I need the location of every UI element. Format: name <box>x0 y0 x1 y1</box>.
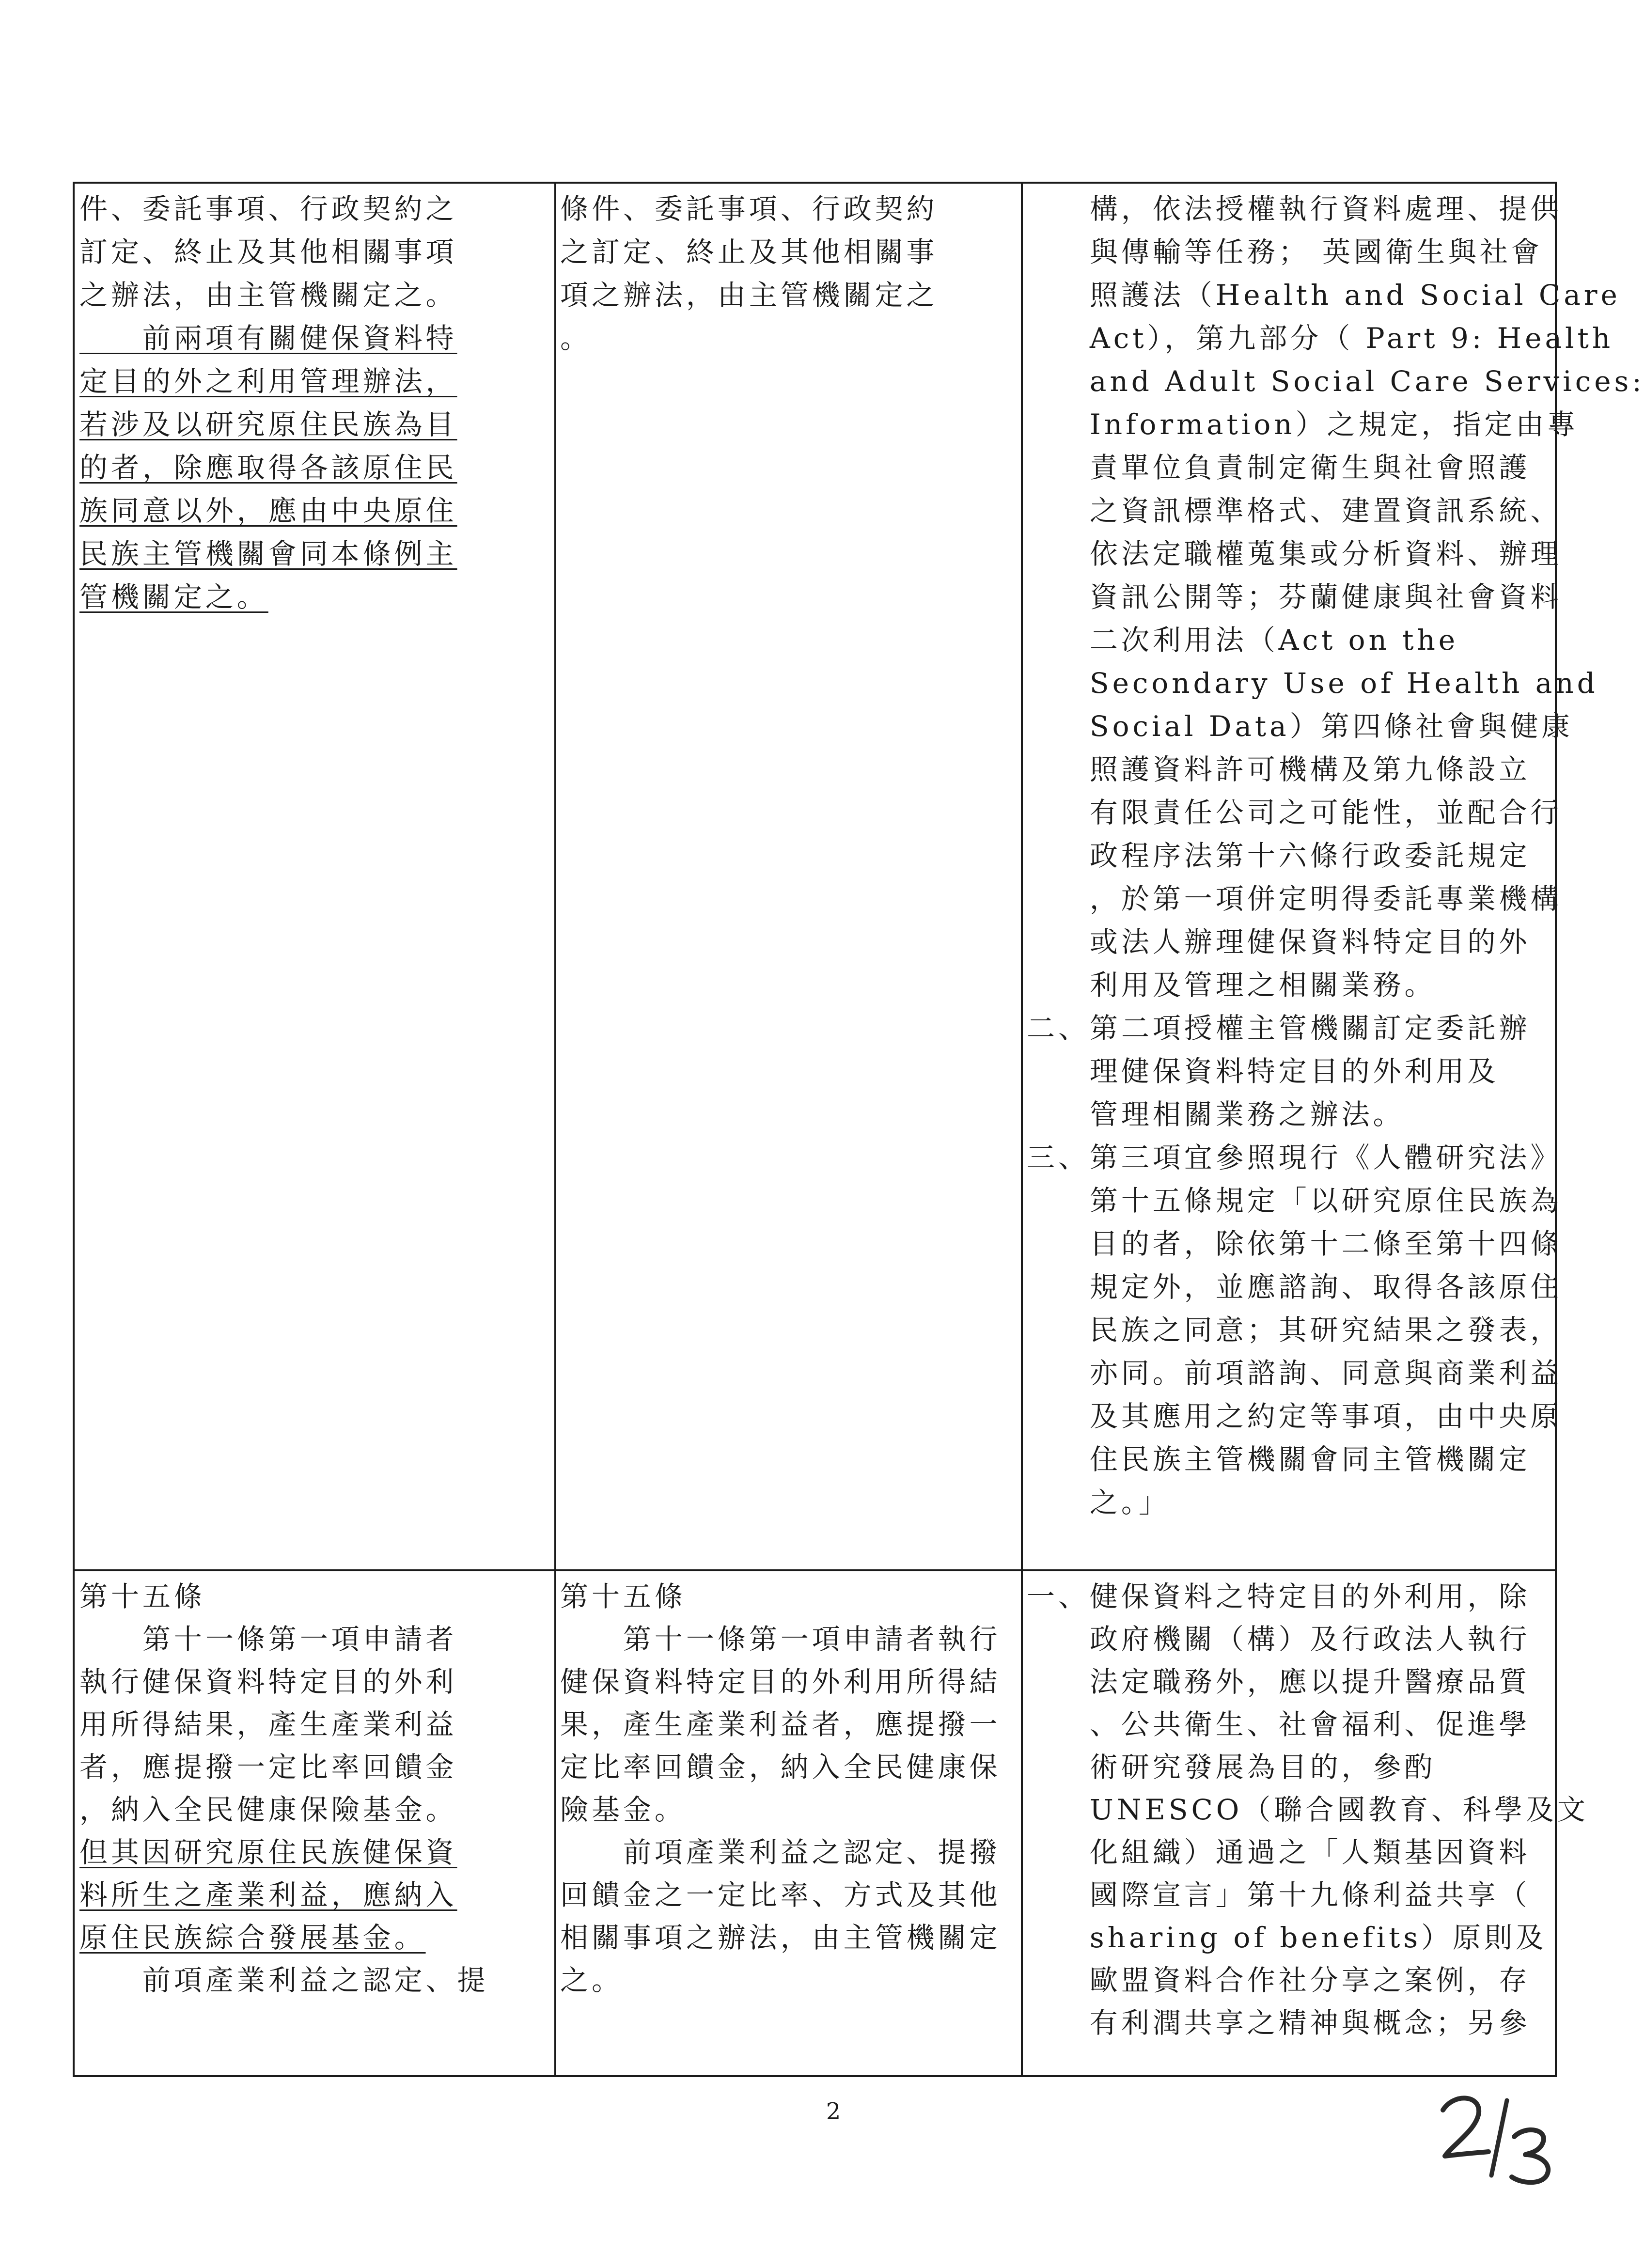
text-line: 之辦法，由主管機關定之。 <box>79 279 457 312</box>
row1-proposed-text-cell <box>79 188 550 1568</box>
text-line: 規定外，並應諮詢、取得各該原住 <box>1027 1270 1562 1303</box>
row1-explanation-cell <box>1027 188 1645 1568</box>
row-divider <box>75 1569 1555 1571</box>
text-line: 之。 <box>560 1964 623 1997</box>
text-line: 利用及管理之相關業務。 <box>1027 969 1436 1001</box>
text-line: 前項產業利益之認定、提 <box>79 1964 489 1997</box>
text-line: 用所得結果，產生產業利益 <box>79 1708 457 1741</box>
text-line: 有利潤共享之精神與概念；另參 <box>1027 2006 1531 2039</box>
text-line: 條件、委託事項、行政契約 <box>560 192 938 225</box>
row2-explanation-cell <box>1027 1575 1589 2076</box>
text-line: Act），第九部分（ Part 9: Health <box>1027 322 1614 355</box>
text-line: 與傳輸等任務； 英國衛生與社會 <box>1027 235 1543 268</box>
text-line: 政程序法第十六條行政委託規定 <box>1027 839 1531 872</box>
text-line: ，於第一項併定明得委託專業機構 <box>1027 882 1562 915</box>
text-line: 法定職務外，應以提升醫療品質 <box>1027 1665 1531 1698</box>
text-line: 健保資料特定目的外利用所得結 <box>560 1665 1001 1698</box>
text-line: 責單位負責制定衛生與社會照護 <box>1027 451 1531 484</box>
text-line: 國際宣言」第十九條利益共享（ <box>1027 1878 1531 1911</box>
text-line: 第十五條 <box>560 1580 686 1613</box>
text-line: 依法定職權蒐集或分析資料、辦理 <box>1027 537 1562 570</box>
column-divider-1 <box>554 184 556 2075</box>
text-line: 定目的外之利用管理辦法， <box>79 365 457 398</box>
text-line: 管機關定之。 <box>79 580 268 613</box>
text-line: 有限責任公司之可能性，並配合行 <box>1027 796 1562 829</box>
text-line: 、公共衛生、社會福利、促進學 <box>1027 1708 1531 1741</box>
text-line: 前兩項有關健保資料特 <box>79 322 457 355</box>
text-line: 險基金。 <box>560 1793 686 1826</box>
text-line: 照護資料許可機構及第九條設立 <box>1027 753 1531 786</box>
text-line: 第十五條 <box>79 1580 205 1613</box>
text-line: 政府機關（構）及行政法人執行 <box>1027 1623 1531 1656</box>
text-line: 一、健保資料之特定目的外利用，除 <box>1027 1580 1531 1613</box>
text-line: UNESCO（聯合國教育、科學及文 <box>1027 1793 1589 1826</box>
text-line: 但其因研究原住民族健保資 <box>79 1836 457 1869</box>
text-line: and Adult Social Care Services: <box>1027 365 1645 398</box>
text-line: ，納入全民健康保險基金。 <box>79 1793 457 1826</box>
text-line: 執行健保資料特定目的外利 <box>79 1665 457 1698</box>
text-line: 者，應提撥一定比率回饋金 <box>79 1751 457 1783</box>
text-line: 術研究發展為目的，參酌 <box>1027 1751 1436 1783</box>
comparison-table <box>73 182 1645 2077</box>
text-line: 目的者，除依第十二條至第十四條 <box>1027 1227 1562 1260</box>
text-line: 若涉及以研究原住民族為目 <box>79 408 457 441</box>
text-line: 構，依法授權執行資料處理、提供 <box>1027 192 1562 225</box>
handwritten-page-mark <box>1434 2091 1560 2188</box>
page-number: 2 <box>826 2098 841 2125</box>
text-line: 資訊公開等；芬蘭健康與社會資料 <box>1027 580 1562 613</box>
text-line: 二、第二項授權主管機關訂定委託辦 <box>1027 1012 1531 1045</box>
text-line: 第十一條第一項申請者 <box>79 1623 457 1656</box>
text-line: 亦同。前項諮詢、同意與商業利益 <box>1027 1357 1562 1390</box>
column-divider-2 <box>1021 184 1023 2075</box>
text-line: 件、委託事項、行政契約之 <box>79 192 457 225</box>
text-line: 原住民族綜合發展基金。 <box>79 1921 426 1954</box>
text-line: 訂定、終止及其他相關事項 <box>79 235 457 268</box>
text-line: Information）之規定，指定由專 <box>1027 408 1579 441</box>
text-line: 第十一條第一項申請者執行 <box>560 1623 1001 1656</box>
text-line: 理健保資料特定目的外利用及 <box>1027 1055 1499 1088</box>
text-line: 果，產生產業利益者，應提撥一 <box>560 1708 1001 1741</box>
text-line: 定比率回饋金，納入全民健康保 <box>560 1751 1001 1783</box>
text-line: Secondary Use of Health and <box>1027 667 1598 700</box>
text-line: 相關事項之辦法，由主管機關定 <box>560 1921 1001 1954</box>
text-line: 及其應用之約定等事項，由中央原 <box>1027 1400 1562 1433</box>
text-line: 料所生之產業利益，應納入 <box>79 1878 457 1911</box>
text-line: 族同意以外，應由中央原住 <box>79 494 457 527</box>
text-line: 的者，除應取得各該原住民 <box>79 451 457 484</box>
row2-proposed-text-cell <box>79 1575 550 2076</box>
text-line: 或法人辦理健保資料特定目的外 <box>1027 925 1531 958</box>
text-line: 民族之同意；其研究結果之發表， <box>1027 1314 1562 1346</box>
row2-current-text-cell <box>560 1575 1017 2076</box>
text-line: 照護法（Health and Social Care <box>1027 279 1621 312</box>
text-line: 之資訊標準格式、建置資訊系統、 <box>1027 494 1562 527</box>
text-line: Social Data）第四條社會與健康 <box>1027 710 1573 743</box>
text-line: 三、第三項宜參照現行《人體研究法》 <box>1027 1141 1562 1174</box>
text-line: 之。」 <box>1027 1486 1170 1519</box>
text-line: 民族主管機關會同本條例主 <box>79 537 457 570</box>
text-line: 二次利用法（Act on the <box>1027 624 1459 657</box>
text-line: 前項產業利益之認定、提撥 <box>560 1836 1001 1869</box>
row1-current-text-cell <box>560 188 1017 1568</box>
text-line: sharing of benefits）原則及 <box>1027 1921 1547 1954</box>
text-line: 第十五條規定「以研究原住民族為 <box>1027 1184 1562 1217</box>
text-line: 項之辦法，由主管機關定之 <box>560 279 938 312</box>
text-line: 歐盟資料合作社分享之案例，存 <box>1027 1964 1531 1997</box>
text-line: 。 <box>560 322 592 355</box>
text-line: 化組織）通過之「人類基因資料 <box>1027 1836 1531 1869</box>
text-line: 住民族主管機關會同主管機關定 <box>1027 1443 1531 1476</box>
text-line: 之訂定、終止及其他相關事 <box>560 235 938 268</box>
text-line: 回饋金之一定比率、方式及其他 <box>560 1878 1001 1911</box>
text-line: 管理相關業務之辦法。 <box>1027 1098 1405 1131</box>
